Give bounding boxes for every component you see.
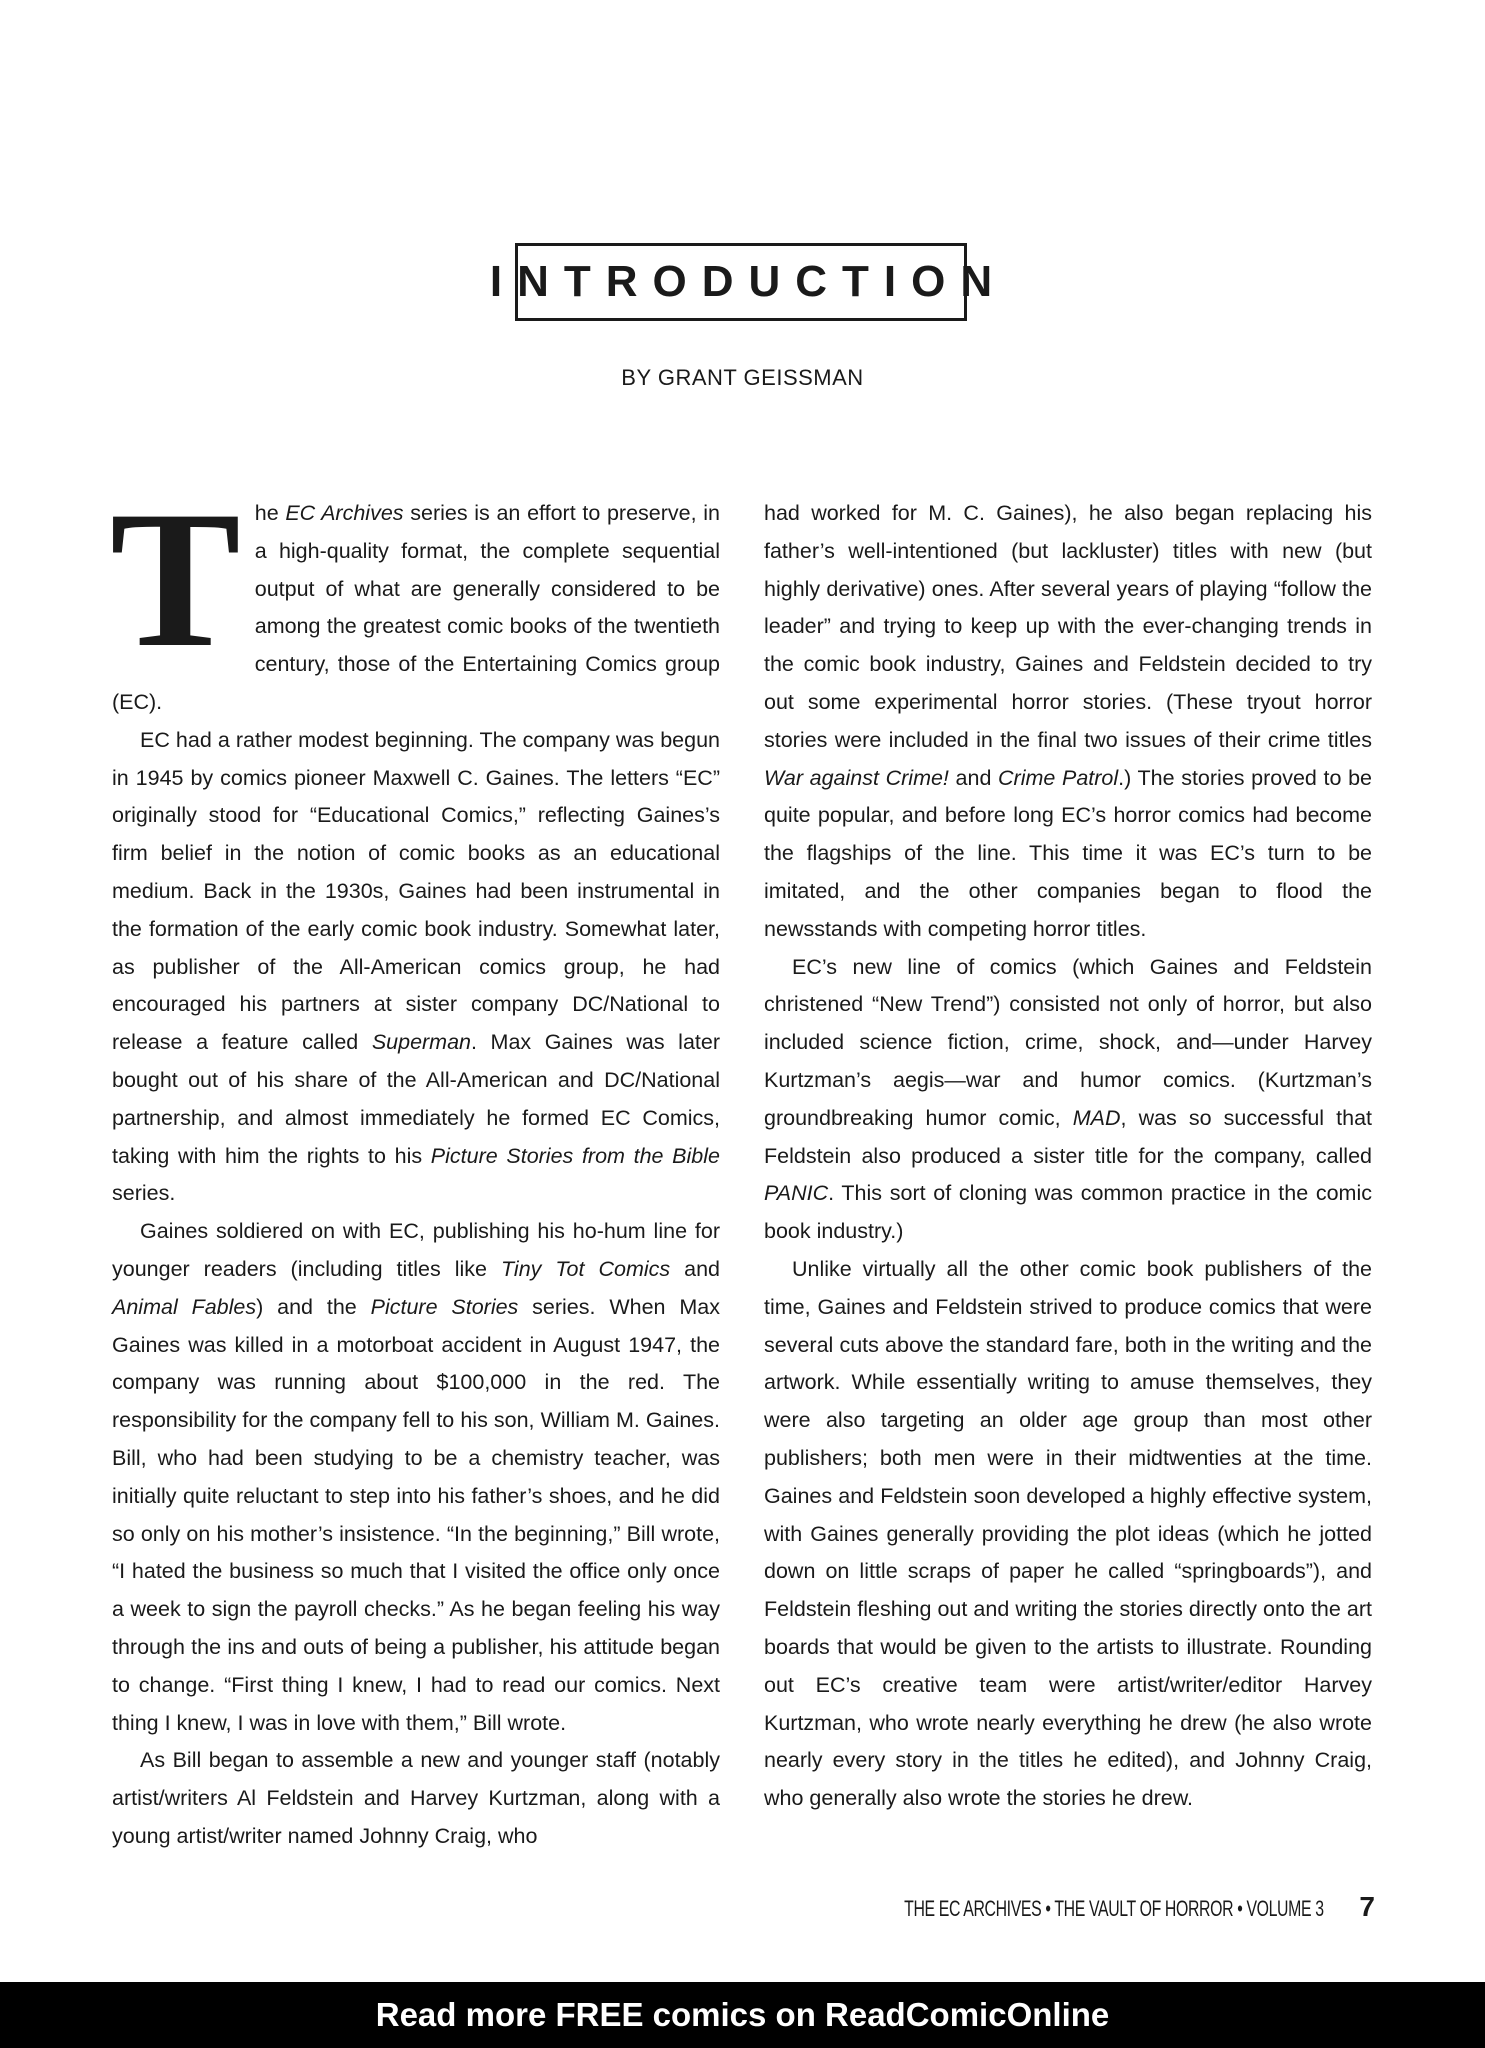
body-text: , was so successful that Feldstein also produced a sister title for the company, called — [764, 1105, 1372, 1168]
page-number: 7 — [1359, 1891, 1375, 1922]
page-title: INTRODUCTION — [489, 257, 1008, 306]
italic-title-text: PANIC — [764, 1181, 829, 1206]
footer-series-line: THE EC ARCHIVES • THE VAULT OF HORROR • VOLUME 3 — [903, 1896, 1324, 1921]
paragraph — [764, 495, 1372, 949]
italic-title-text: Tiny Tot Comics — [500, 1256, 671, 1281]
author-byline: BY GRANT GEISSMAN — [621, 365, 864, 390]
italic-title-text: Animal Fables — [112, 1294, 257, 1319]
body-text: ) and the — [256, 1294, 371, 1319]
promo-banner-text[interactable]: Read more FREE comics on ReadComicOnline — [375, 1996, 1110, 2033]
title-box — [489, 243, 1008, 321]
drop-cap: T — [110, 471, 241, 688]
italic-title-text: Picture Stories from the Bible — [430, 1143, 720, 1168]
promo-banner[interactable] — [0, 1982, 1485, 2048]
paragraph — [110, 471, 721, 722]
page-footer — [741, 1891, 1375, 1923]
paragraph — [764, 1251, 1372, 1818]
italic-title-text: Superman — [371, 1030, 472, 1055]
italic-title-text: Crime Patrol — [998, 765, 1119, 790]
paragraph — [112, 722, 720, 1213]
paragraph — [764, 949, 1372, 1251]
italic-title-text: EC Archives — [285, 501, 404, 525]
body-text: had worked for M. C. Gaines), he also began replacing his father’s well-intentioned (but lackluster) titles with new (but highly derivative) ones. After several years of playing “follow the leader” and trying to keep up with the ever-changing trends in the comic book industry, Gaines and Feldstein decided to try out some experimental horror stories. (These tryout horror stories were included in the final two issues of their crime titles — [764, 501, 1372, 752]
body-text: Gaines soldiered on with EC, publishing his ho-hum line for younger readers (including titles like — [112, 1219, 720, 1281]
body-text: Unlike virtually all the other comic book publishers of the time, Gaines and Feldstein strived to produce comics that were several cuts above the standard fare, both in the writing and the artwork. While essentially writing to amuse themselves, they were also targeting an older age group than most other publishers; both men were in their midtwenties at the time. Gaines and Feldstein soon developed a highly effective system, with Gaines generally providing the plot ideas (which he jotted down on little scraps of paper he called “springboards”), and Feldstein fleshing out and writing the stories directly onto the art boards that would be given to the artists to illustrate. Rounding out EC’s creative team were artist/writer/editor Harvey Kurtzman, who wrote nearly everything he drew (he also wrote nearly every story in the titles he edited), and Johnny Craig, who generally also wrote the stories he drew. — [764, 1256, 1372, 1811]
body-text: series is an effort to preserve, in a high-quality format, the complete sequential output of what are generally considered to be among the greatest comic books of the twentieth century, those of the Entertaining Comics group (EC). — [112, 501, 721, 714]
body-text: EC’s new line of comics (which Gaines and Feldstein christened “New Trend”) consisted not only of horror, but also included science fiction, crime, shock, and—under Harvey Kurtzman’s aegis—war and humor comics. (Kurtzman’s groundbreaking humor comic, — [764, 954, 1372, 1130]
right-column — [764, 495, 1372, 1818]
italic-title-text: Picture Stories — [370, 1294, 519, 1319]
body-text: EC had a rather modest beginning. The company was begun in 1945 by comics pioneer Maxwell C. Gaines. The letters “EC” originally stood for “Educational Comics,” reflecting Gaines’s firm belief in the notion of comic books as an educational medium. Back in the 1930s, Gaines had been instrumental in the formation of the early comic book industry. Somewhat later, as publisher of the All-American comics group, he had encouraged his partners at sister company DC/National to release a feature called — [112, 727, 720, 1055]
body-text: . Max Gaines was later bought out of his share of the All-American and DC/National partnership, and almost immediately he formed EC Comics, taking with him the rights to his — [112, 1030, 720, 1168]
body-text: As Bill began to assemble a new and younger staff (notably artist/writers Al Feldstein and Harvey Kurtzman, along with a young artist/writer named Johnny Craig, who — [112, 1748, 720, 1848]
body-text: .) The stories proved to be quite popular, and before long EC’s horror comics had become the flagships of the line. This time it was EC’s turn to be imitated, and the other companies began to flood the newsstands with competing horror titles. — [764, 765, 1372, 941]
body-text: series. When Max Gaines was killed in a motorboat accident in August 1947, the company was running about $100,000 in the red. The responsibility for the company fell to his son, William M. Gaines. Bill, who had been studying to be a chemistry teacher, was initially quite reluctant to step into his father’s shoes, and he did so only on his mother’s insistence. “In the beginning,” Bill wrote, “I hated the business so much that I visited the office only once a week to sign the payroll checks.” As he began feeling his way through the ins and outs of being a publisher, his attitude began to change. “First thing I knew, I had to read our comics. Next thing I knew, I was in love with them,” Bill wrote. — [112, 1294, 720, 1735]
paragraph — [112, 1213, 720, 1742]
body-text: . This sort of cloning was common practice in the comic book industry.) — [764, 1181, 1372, 1244]
body-text: and — [670, 1256, 720, 1281]
italic-title-text: MAD — [1072, 1105, 1121, 1130]
body-text: and — [948, 765, 999, 790]
left-column — [110, 471, 721, 1856]
paragraph — [112, 1742, 720, 1855]
italic-title-text: War against Crime! — [764, 765, 949, 790]
body-text: series. — [112, 1181, 176, 1206]
body-text: he — [254, 501, 286, 525]
